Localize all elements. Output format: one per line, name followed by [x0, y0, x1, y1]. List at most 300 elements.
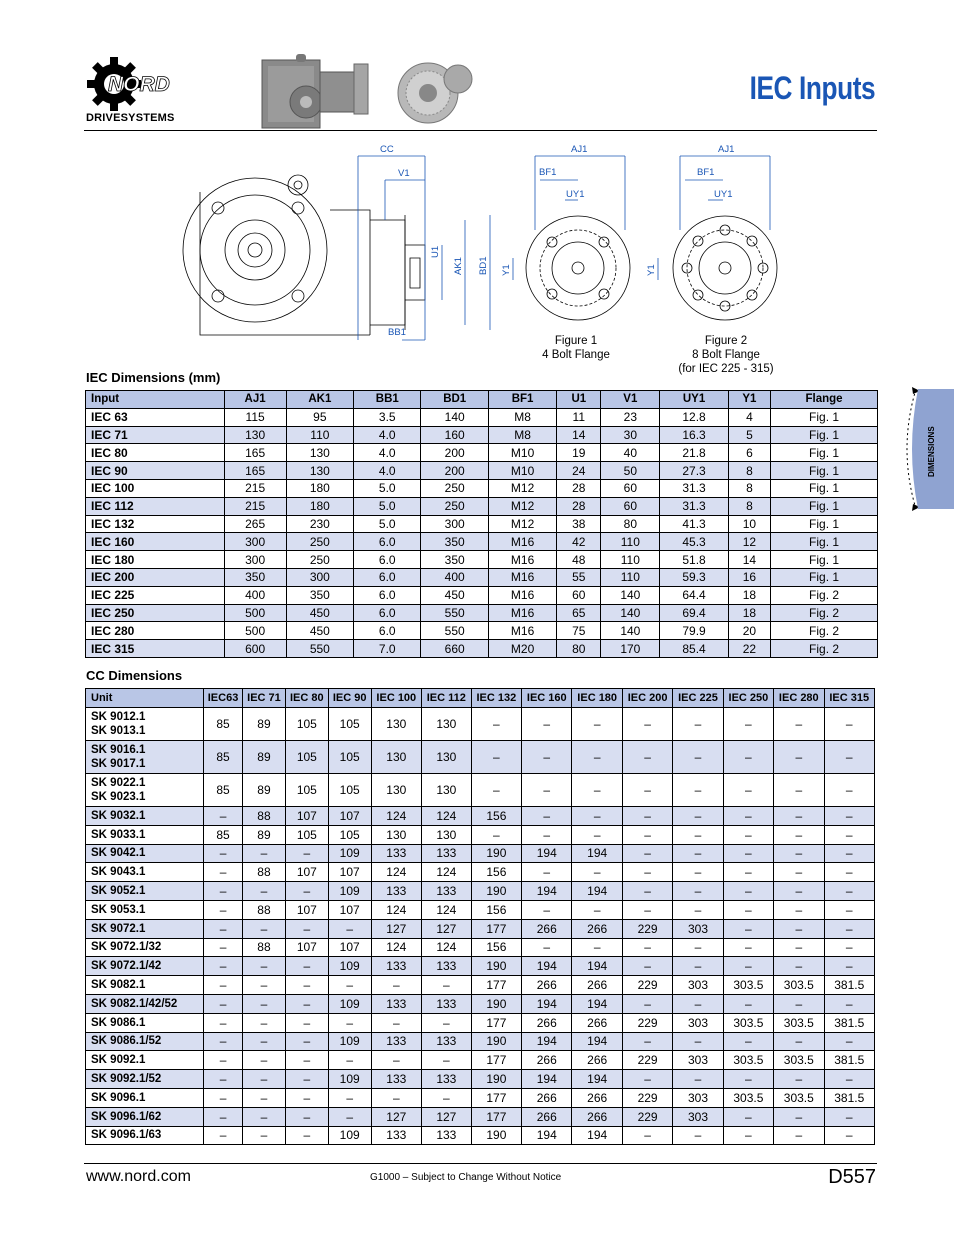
table-cell: 194 — [522, 1126, 572, 1145]
table-row — [86, 825, 875, 844]
table-cell: – — [285, 1032, 328, 1051]
table-cell: M20 — [488, 640, 556, 658]
table-cell: 133 — [371, 844, 421, 863]
table-cell: 28 — [557, 479, 601, 497]
cc-col-header: IEC 90 — [328, 689, 371, 708]
table-cell: 194 — [522, 1070, 572, 1089]
table-cell: 133 — [371, 957, 421, 976]
table-cell: – — [774, 1032, 824, 1051]
table-cell: – — [285, 1107, 328, 1126]
table-cell: – — [371, 1088, 421, 1107]
table-cell: 170 — [601, 640, 660, 658]
table-cell: – — [723, 741, 773, 774]
table-cell: – — [824, 1032, 875, 1051]
table-cell: 105 — [328, 741, 371, 774]
table-cell: 550 — [421, 622, 488, 640]
bevel-gear-image — [392, 55, 477, 127]
table-cell: – — [204, 957, 243, 976]
row-label: SK 9042.1 — [86, 844, 204, 863]
table-cell: 266 — [522, 1051, 572, 1070]
table-cell: 5 — [728, 426, 770, 444]
side-tab-label: DIMENSIONS — [927, 426, 936, 477]
table-cell: 303 — [673, 976, 723, 995]
table-cell: 88 — [243, 807, 286, 826]
table-cell: – — [673, 882, 723, 901]
table-cell: – — [285, 1013, 328, 1032]
table-row — [86, 863, 875, 882]
table-cell: – — [243, 957, 286, 976]
table-cell: 350 — [286, 586, 353, 604]
svg-text:BD1: BD1 — [478, 256, 489, 275]
table-cell: – — [243, 882, 286, 901]
table-cell: 16 — [728, 568, 770, 586]
table-cell: 6 — [728, 444, 770, 462]
table-cell: 265 — [224, 515, 286, 533]
table-cell: 127 — [422, 919, 472, 938]
table-cell: 194 — [522, 844, 572, 863]
table-cell: – — [204, 994, 243, 1013]
table-cell: M16 — [488, 622, 556, 640]
table-cell: 107 — [285, 938, 328, 957]
table-cell: 12.8 — [660, 408, 728, 426]
footer-note: G1000 – Subject to Change Without Notice — [370, 1172, 562, 1183]
table-row — [86, 844, 875, 863]
row-label: SK 9086.1 — [86, 1013, 204, 1032]
table-cell: 190 — [471, 1126, 521, 1145]
table-cell: 229 — [622, 1107, 672, 1126]
table-cell: 30 — [601, 426, 660, 444]
cc-col-header: Unit — [86, 689, 204, 708]
iec-col-header: UY1 — [660, 391, 728, 409]
table-cell: 10 — [728, 515, 770, 533]
table-cell: 130 — [371, 741, 421, 774]
table-cell: 38 — [557, 515, 601, 533]
table-cell: – — [622, 1032, 672, 1051]
side-tab[interactable] — [904, 385, 954, 513]
table-cell: 450 — [286, 604, 353, 622]
table-cell: 303.5 — [723, 1013, 773, 1032]
table-cell: 4.0 — [354, 462, 421, 480]
table-cell: – — [673, 900, 723, 919]
row-label: IEC 112 — [86, 497, 225, 515]
table-cell: 250 — [286, 533, 353, 551]
table-cell: – — [328, 1088, 371, 1107]
table-cell: – — [243, 994, 286, 1013]
table-cell: – — [285, 957, 328, 976]
table-cell: – — [824, 774, 875, 807]
row-label: IEC 315 — [86, 640, 225, 658]
table-cell: – — [774, 807, 824, 826]
table-cell: 266 — [522, 919, 572, 938]
table-cell: 8 — [728, 462, 770, 480]
table-cell: 6.0 — [354, 568, 421, 586]
table-row — [86, 533, 878, 551]
table-cell: 133 — [422, 1070, 472, 1089]
table-cell: 6.0 — [354, 551, 421, 569]
table-row — [86, 994, 875, 1013]
table-cell: – — [471, 774, 521, 807]
row-label: IEC 180 — [86, 551, 225, 569]
table-cell: 115 — [224, 408, 286, 426]
table-cell: 4 — [728, 408, 770, 426]
table-cell: 133 — [422, 844, 472, 863]
table-cell: – — [774, 741, 824, 774]
table-cell: 400 — [421, 568, 488, 586]
table-cell: – — [204, 844, 243, 863]
table-cell: – — [673, 807, 723, 826]
table-row — [86, 497, 878, 515]
table-cell: 194 — [572, 1070, 622, 1089]
table-cell: – — [285, 994, 328, 1013]
table-cell: M10 — [488, 462, 556, 480]
table-cell: – — [204, 900, 243, 919]
table-cell: 180 — [286, 497, 353, 515]
table-row — [86, 551, 878, 569]
iec-col-header: BF1 — [488, 391, 556, 409]
table-cell: 266 — [572, 976, 622, 995]
table-cell: M8 — [488, 426, 556, 444]
table-cell: 6.0 — [354, 533, 421, 551]
table-cell: – — [824, 957, 875, 976]
table-cell: 109 — [328, 1126, 371, 1145]
table-cell: 130 — [422, 774, 472, 807]
table-cell: 140 — [601, 622, 660, 640]
table-cell: 105 — [328, 825, 371, 844]
table-cell: – — [572, 708, 622, 741]
table-cell: Fig. 1 — [771, 479, 878, 497]
table-cell: 4.0 — [354, 444, 421, 462]
table-cell: – — [824, 919, 875, 938]
table-cell: – — [824, 741, 875, 774]
table-cell: 300 — [421, 515, 488, 533]
svg-text:Y1: Y1 — [646, 264, 657, 276]
table-cell: – — [243, 1051, 286, 1070]
table-cell: 60 — [557, 586, 601, 604]
table-cell: 133 — [371, 1032, 421, 1051]
table-row — [86, 1032, 875, 1051]
table-cell: M16 — [488, 551, 556, 569]
table-cell: 11 — [557, 408, 601, 426]
table-cell: – — [774, 708, 824, 741]
table-cell: 250 — [421, 479, 488, 497]
row-label: SK 9012.1 SK 9013.1 — [86, 708, 204, 741]
table-cell: 89 — [243, 741, 286, 774]
table-cell: 194 — [522, 1032, 572, 1051]
table-cell: 250 — [286, 551, 353, 569]
table-cell: 130 — [286, 462, 353, 480]
table-cell: 18 — [728, 604, 770, 622]
cc-col-header: IEC63 — [204, 689, 243, 708]
table-cell: 190 — [471, 1032, 521, 1051]
iec-dimensions-table — [85, 390, 878, 658]
cc-col-header: IEC 180 — [572, 689, 622, 708]
table-cell: – — [723, 900, 773, 919]
table-cell: – — [328, 1107, 371, 1126]
iec-table-title: IEC Dimensions (mm) — [86, 370, 221, 385]
table-cell: 124 — [422, 900, 472, 919]
table-cell: 127 — [371, 1107, 421, 1126]
table-cell: 500 — [224, 604, 286, 622]
table-cell: 27.3 — [660, 462, 728, 480]
table-cell: 303.5 — [774, 1051, 824, 1070]
logo-caption: DRIVESYSTEMS — [86, 112, 175, 124]
table-cell: 6.0 — [354, 604, 421, 622]
table-cell: 229 — [622, 1088, 672, 1107]
table-cell: 89 — [243, 774, 286, 807]
table-cell: M16 — [488, 604, 556, 622]
table-cell: – — [572, 741, 622, 774]
gear-unit-image — [258, 50, 373, 130]
table-cell: – — [371, 976, 421, 995]
table-cell: – — [371, 1013, 421, 1032]
table-cell: 42 — [557, 533, 601, 551]
table-cell: – — [522, 741, 572, 774]
table-cell: – — [673, 825, 723, 844]
table-cell: 229 — [622, 1013, 672, 1032]
table-cell: – — [622, 957, 672, 976]
figure1-caption: Figure 1 4 Bolt Flange — [542, 335, 610, 361]
table-cell: – — [824, 882, 875, 901]
svg-text:AJ1: AJ1 — [571, 144, 588, 155]
table-cell: – — [572, 938, 622, 957]
table-cell: Fig. 2 — [771, 640, 878, 658]
cc-col-header: IEC 280 — [774, 689, 824, 708]
row-label: SK 9096.1/63 — [86, 1126, 204, 1145]
table-cell: – — [204, 1088, 243, 1107]
table-cell: – — [328, 976, 371, 995]
table-cell: 300 — [224, 551, 286, 569]
table-cell: – — [774, 957, 824, 976]
table-cell: 303.5 — [723, 976, 773, 995]
table-cell: – — [285, 1051, 328, 1070]
row-label: IEC 90 — [86, 462, 225, 480]
iec-col-header: U1 — [557, 391, 601, 409]
table-cell: – — [471, 825, 521, 844]
table-cell: – — [824, 825, 875, 844]
svg-text:U1: U1 — [430, 245, 441, 258]
table-cell: – — [204, 1013, 243, 1032]
row-label: IEC 250 — [86, 604, 225, 622]
table-cell: 110 — [601, 551, 660, 569]
table-cell: – — [723, 919, 773, 938]
table-cell: 450 — [286, 622, 353, 640]
table-cell: – — [673, 938, 723, 957]
table-cell: – — [824, 900, 875, 919]
table-cell: 109 — [328, 994, 371, 1013]
table-cell: M12 — [488, 515, 556, 533]
table-cell: 107 — [285, 863, 328, 882]
table-cell: M16 — [488, 586, 556, 604]
row-label: SK 9096.1 — [86, 1088, 204, 1107]
table-cell: 660 — [421, 640, 488, 658]
table-cell: – — [204, 1126, 243, 1145]
table-cell: 266 — [522, 976, 572, 995]
table-cell: 85 — [204, 774, 243, 807]
table-cell: – — [422, 1051, 472, 1070]
table-cell: 105 — [285, 774, 328, 807]
table-cell: 110 — [601, 568, 660, 586]
table-cell: 8 — [728, 497, 770, 515]
row-label: IEC 100 — [86, 479, 225, 497]
table-cell: 31.3 — [660, 479, 728, 497]
cc-col-header: IEC 132 — [471, 689, 521, 708]
table-cell: – — [285, 844, 328, 863]
table-cell: 133 — [371, 1070, 421, 1089]
table-cell: 165 — [224, 462, 286, 480]
table-cell: 80 — [557, 640, 601, 658]
cc-col-header: IEC 100 — [371, 689, 421, 708]
table-cell: 266 — [522, 1013, 572, 1032]
table-cell: 400 — [224, 586, 286, 604]
table-cell: 85 — [204, 741, 243, 774]
table-cell: – — [243, 919, 286, 938]
table-cell: 107 — [328, 807, 371, 826]
iec-col-header: Y1 — [728, 391, 770, 409]
row-label: SK 9053.1 — [86, 900, 204, 919]
table-cell: 124 — [371, 938, 421, 957]
table-cell: 110 — [286, 426, 353, 444]
svg-text:V1: V1 — [398, 168, 410, 179]
table-cell: 75 — [557, 622, 601, 640]
table-row — [86, 882, 875, 901]
table-cell: 303.5 — [723, 1051, 773, 1070]
table-cell: – — [723, 844, 773, 863]
table-cell: 350 — [224, 568, 286, 586]
table-cell: 88 — [243, 863, 286, 882]
table-cell: Fig. 1 — [771, 533, 878, 551]
table-cell: M16 — [488, 568, 556, 586]
table-cell: 133 — [371, 1126, 421, 1145]
table-cell: 107 — [328, 863, 371, 882]
table-cell: 133 — [422, 1126, 472, 1145]
table-cell: 107 — [328, 938, 371, 957]
table-cell: 64.4 — [660, 586, 728, 604]
table-cell: 124 — [371, 807, 421, 826]
table-cell: 303 — [673, 1088, 723, 1107]
table-cell: – — [622, 708, 672, 741]
table-cell: 85.4 — [660, 640, 728, 658]
table-cell: 180 — [286, 479, 353, 497]
table-cell: 215 — [224, 497, 286, 515]
table-cell: Fig. 1 — [771, 515, 878, 533]
cc-col-header: IEC 225 — [673, 689, 723, 708]
table-cell: – — [572, 825, 622, 844]
table-cell: 229 — [622, 976, 672, 995]
header-divider — [84, 130, 877, 131]
table-cell: 5.0 — [354, 497, 421, 515]
table-cell: 60 — [601, 479, 660, 497]
table-cell: 200 — [421, 462, 488, 480]
table-cell: – — [723, 1126, 773, 1145]
table-cell: – — [723, 957, 773, 976]
table-cell: 140 — [601, 604, 660, 622]
table-cell: 28 — [557, 497, 601, 515]
table-cell: – — [824, 807, 875, 826]
table-cell: 24 — [557, 462, 601, 480]
table-cell: – — [673, 957, 723, 976]
row-label: IEC 200 — [86, 568, 225, 586]
row-label: SK 9072.1/42 — [86, 957, 204, 976]
table-cell: – — [522, 863, 572, 882]
table-cell: – — [824, 994, 875, 1013]
table-cell: 229 — [622, 1051, 672, 1070]
cc-table-title: CC Dimensions — [86, 668, 183, 683]
cc-col-header: IEC 71 — [243, 689, 286, 708]
table-cell: – — [328, 1051, 371, 1070]
table-cell: 40 — [601, 444, 660, 462]
table-cell: 107 — [328, 900, 371, 919]
table-cell: 300 — [224, 533, 286, 551]
table-row — [86, 622, 878, 640]
table-cell: 6.0 — [354, 586, 421, 604]
table-cell: 89 — [243, 825, 286, 844]
table-cell: M10 — [488, 444, 556, 462]
table-cell: 124 — [422, 863, 472, 882]
table-cell: 160 — [421, 426, 488, 444]
table-cell: 23 — [601, 408, 660, 426]
table-cell: 105 — [328, 774, 371, 807]
table-cell: 190 — [471, 957, 521, 976]
table-cell: 3.5 — [354, 408, 421, 426]
table-cell: 266 — [572, 1013, 622, 1032]
table-cell: 177 — [471, 919, 521, 938]
table-cell: – — [243, 1126, 286, 1145]
row-label: SK 9086.1/52 — [86, 1032, 204, 1051]
table-cell: 266 — [572, 919, 622, 938]
table-cell: Fig. 1 — [771, 568, 878, 586]
svg-text:AJ1: AJ1 — [718, 144, 735, 155]
table-cell: – — [774, 825, 824, 844]
table-row — [86, 807, 875, 826]
footer-url-link[interactable]: www.nord.com — [86, 1168, 191, 1185]
row-label: SK 9016.1 SK 9017.1 — [86, 741, 204, 774]
iec-col-header: Input — [86, 391, 225, 409]
table-cell: – — [328, 1013, 371, 1032]
cc-col-header: IEC 315 — [824, 689, 875, 708]
table-cell: – — [723, 825, 773, 844]
table-cell: 303 — [673, 1013, 723, 1032]
table-cell: 21.8 — [660, 444, 728, 462]
table-cell: – — [622, 741, 672, 774]
table-cell: 85 — [204, 825, 243, 844]
table-cell: 4.0 — [354, 426, 421, 444]
logo-brand-text: NORD — [108, 73, 170, 96]
table-cell: – — [774, 774, 824, 807]
table-row — [86, 479, 878, 497]
table-cell: – — [774, 919, 824, 938]
row-label: SK 9033.1 — [86, 825, 204, 844]
table-cell: – — [723, 882, 773, 901]
row-label: SK 9052.1 — [86, 882, 204, 901]
table-cell: Fig. 2 — [771, 586, 878, 604]
table-row — [86, 1107, 875, 1126]
table-cell: 266 — [572, 1107, 622, 1126]
table-cell: – — [622, 863, 672, 882]
table-cell: 105 — [328, 708, 371, 741]
table-cell: – — [285, 976, 328, 995]
table-cell: – — [204, 1032, 243, 1051]
table-cell: – — [774, 882, 824, 901]
table-cell: 109 — [328, 957, 371, 976]
table-cell: 79.9 — [660, 622, 728, 640]
table-cell: 130 — [371, 708, 421, 741]
table-cell: – — [572, 774, 622, 807]
table-cell: 350 — [421, 533, 488, 551]
table-cell: – — [522, 774, 572, 807]
table-cell: 12 — [728, 533, 770, 551]
table-cell: – — [673, 708, 723, 741]
table-cell: – — [328, 919, 371, 938]
